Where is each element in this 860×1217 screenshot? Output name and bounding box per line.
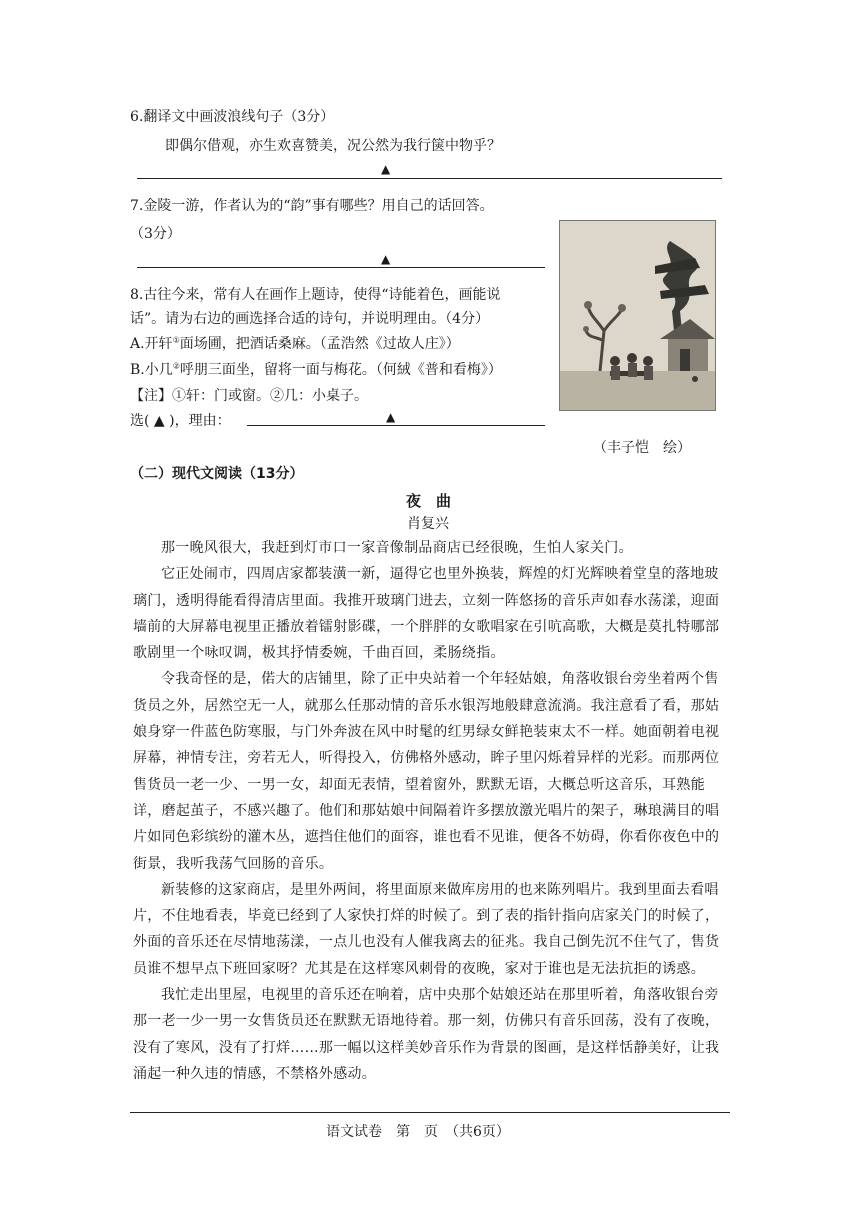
q6-title: 6.翻译文中画波浪线句子（3分） [130,109,335,125]
q8-select-label: 选( ▲ )，理由： [130,413,231,429]
q7-score: （3分） [130,226,181,242]
q6-sentence: 即偶尔借观，亦生欢喜赞美，况公然为我行箧中物乎？ [165,138,501,154]
q8-option-b [130,359,502,379]
article-body [133,535,723,1087]
q8-option-b-sup: ② [172,361,180,371]
article-title: 夜 曲 [406,492,452,510]
article-author: 肖复兴 [407,516,449,532]
q8-answer-mark: ▲ [386,410,396,424]
footer-divider [130,1112,730,1113]
q8-option-a-sup: ① [172,335,180,345]
q8-option-a-post: 面场圃，把酒话桑麻。（孟浩然《过故人庄》） [179,336,460,352]
q8-option-b-pre: B.小几 [130,362,173,378]
q7-answer-mark: ▲ [381,252,391,266]
q8-option-b-post: 呼朋三面坐，留将一面与梅花。（何絨《普和看梅》） [179,362,502,378]
paragraph: 那一晚风很大，我赶到灯市口一家音像制品商店已经很晚，生怕人家关门。 [161,540,633,556]
q8-line1: 8.古往今来，常有人在画作上题诗，使得“诗能着色，画能说 [130,287,501,303]
q8-answer-line[interactable] [247,425,545,426]
q8-note: 【注】①轩：门或窗。②几：小桌子。 [130,388,368,404]
q6-answer-line[interactable] [137,178,722,179]
q8-line2: 话”。请为右边的画选择合适的诗句，并说明理由。（4分） [130,311,490,327]
q7-answer-line[interactable] [137,267,545,268]
page-footer: 语文试卷 第 页 （共6页） [326,1124,510,1140]
paragraph: 令我奇怪的是，偌大的店铺里，除了正中央站着一个年轻姑娘，角落收银台旁坐着两个售货员之外，居然空无一人，就那么任那动情的音乐水银泻地般肆意流淌。我注意看了看，那姑娘身穿一件蓝色防寒服，与门外奔波在风中时髦的红男绿女鲜艳装束太不一样。她面朝着电视屏幕，神情专注，旁若无人，听得投入，仿佛格外感动，眸子里闪烁着异样的光彩。而那两位售货员一老一少、一男一女，却面无表情，望着窗外，默默无语，大概总听这音乐，耳熟能详，磨起茧子，不感兴趣了。他们和那姑娘中间隔着许多摆放激光唱片的架子，琳琅满目的唱片如同色彩缤纷的灌木丛，遮挡住他们的面容，谁也看不见谁，便各不妨碍，你看你夜色中的街景，我听我荡气回肠的音乐。 [133,671,720,872]
q7-title: 7.金陵一游，作者认为的“韵”事有哪些？用自己的话回答。 [130,198,494,214]
paragraph: 它正处闹市，四周店家都装潢一新，逼得它也里外换装，辉煌的灯光辉映着堂皇的落地玻璃门，透明得能看得清店里面。我推开玻璃门进去，立刻一阵悠扬的音乐声如春水荡漾，迎面墙前的大屏幕电视里正播放着镭射影碟，一个胖胖的女歌唱家在引吭高歌，大概是莫扎特哪部歌剧里一个咏叹调，极其抒情委婉，千曲百回，柔肠绕指。 [133,566,720,662]
section-heading: （二）现代文阅读（13分） [130,466,304,482]
paragraph: 我忙走出里屋，电视里的音乐还在响着，店中央那个姑娘还站在那里听着，角落收银台旁那一老一少一男一女售货员还在默默无语地待着。那一刻，仿佛只有音乐回荡，没有了夜晚，没有了寒风，没有了打烊……那一幅以这样美妙音乐作为背景的图画，是这样恬静美好，让我涌起一种久违的情感，不禁格外感动。 [133,987,720,1082]
q6-answer-mark: ▲ [381,162,391,176]
q8-option-a [130,333,460,353]
q8-option-a-pre: A.开轩 [130,336,173,352]
painting-image [559,220,716,411]
paragraph: 新装修的这家商店，是里外两间，将里面原来做库房用的也来陈列唱片。我到里面去看唱片，不住地看表，毕竟已经到了人家快打烊的时候了。到了表的指针指向店家关门的时候了，外面的音乐还在尽情地荡漾，一点儿也没有人催我离去的征兆。我自己倒先沉不住气了，售货员谁不想早点下班回家呀？尤其是在这样寒风刺骨的夜晚，家对于谁也是无法抗拒的诱惑。 [133,881,720,977]
painting-caption: （丰子恺 绘） [593,440,691,456]
painting-illustration [560,221,715,410]
